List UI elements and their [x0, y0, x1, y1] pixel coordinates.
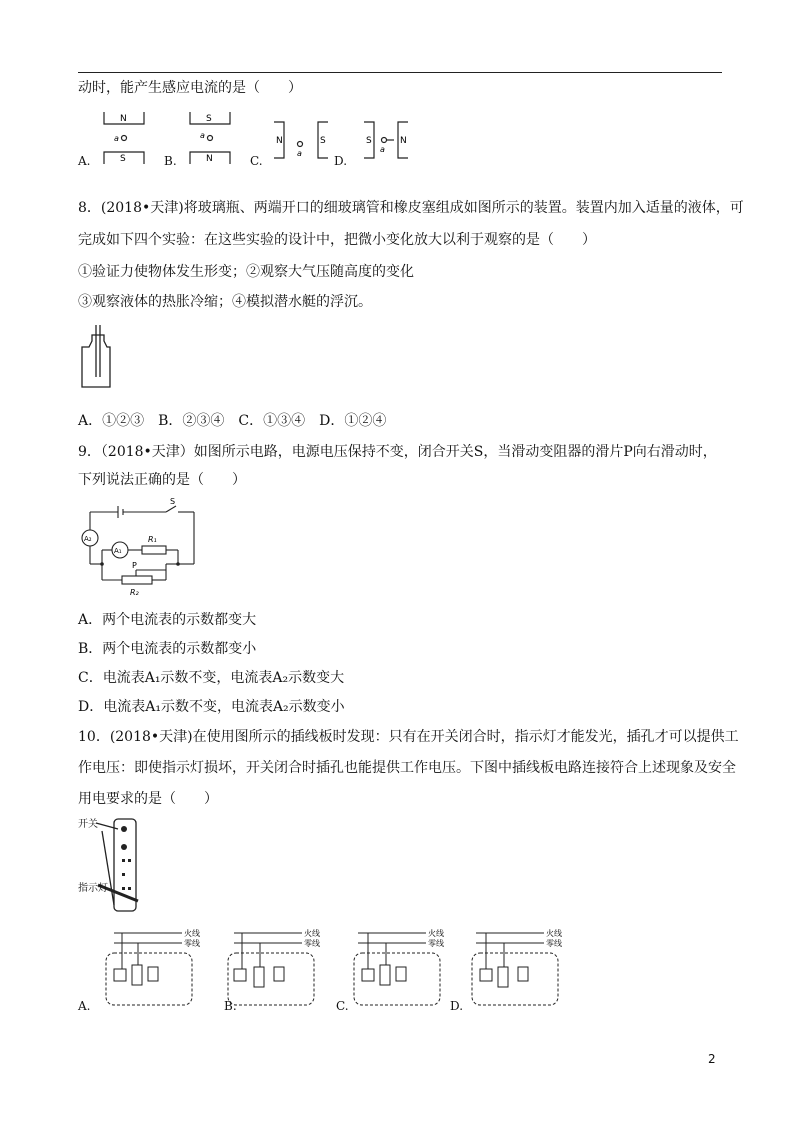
q7-c-wire: a [297, 149, 302, 158]
q8-item-line2: ③观察液体的热胀冷缩；④模拟潜水艇的浮沉。 [78, 294, 372, 310]
q9-stem-line1: 9．（2018•天津）如图所示电路，电源电压保持不变，闭合开关S，当滑动变阻器的滑片P向右滑动时， [78, 444, 717, 460]
q10-stem-line3: 用电要求的是（ ） [78, 791, 218, 807]
q7-a-bottom-pole: S [120, 154, 126, 164]
q9-option-c: C．电流表A₁示数不变，电流表A₂示数变大 [78, 670, 345, 686]
q7-stem-tail: 动时，能产生感应电流的是（ ） [78, 80, 302, 96]
q10-b-neutral: 零线 [304, 939, 320, 948]
q9-slider-label: P [132, 561, 137, 570]
q9-option-d: D．电流表A₁示数不变，电流表A₂示数变小 [78, 699, 345, 715]
q10-option-b: B. [224, 999, 237, 1013]
q9-option-b: B．两个电流表的示数都变小 [78, 641, 257, 657]
q10-switch-label: 开关 [78, 819, 98, 830]
q10-d-live: 火线 [546, 929, 562, 938]
q7-d-wire: a [380, 145, 385, 154]
q9-r2-label: R₂ [130, 588, 139, 597]
q7-d-right-pole: N [400, 136, 407, 146]
q10-a-live: 火线 [184, 929, 200, 938]
q8-stem-line2: 完成如下四个实验：在这些实验的设计中，把微小变化放大以利于观察的是（ ） [78, 232, 596, 248]
q7-a-wire: a [114, 134, 119, 143]
q7-c-right-pole: S [320, 136, 326, 146]
q7-c-left-pole: N [276, 136, 283, 146]
q10-wiring-options [78, 925, 562, 1017]
q10-b-live: 火线 [304, 929, 320, 938]
q7-option-a: A. [78, 154, 91, 168]
q9-ammeter-a2: A₂ [84, 535, 92, 543]
q10-c-neutral: 零线 [428, 939, 444, 948]
q7-figure [78, 108, 438, 170]
q10-option-c: C. [336, 999, 349, 1013]
q10-lamp-label: 指示灯 [78, 883, 108, 894]
q8-item-line1: ①验证力使物体发生形变；②观察大气压随高度的变化 [78, 264, 414, 280]
q10-stem-line1: 10．(2018•天津)在使用图所示的插线板时发现：只有在开关闭合时，指示灯才能发光，插孔才可以提供工 [78, 729, 739, 745]
q8-stem-line1: 8．(2018•天津)将玻璃瓶、两端开口的细玻璃管和橡皮塞组成如图所示的装置。装置内加入适量的液体，可 [78, 200, 744, 216]
q10-a-neutral: 零线 [184, 939, 200, 948]
q7-b-wire: a [200, 131, 205, 140]
q10-option-a: A. [78, 999, 91, 1013]
q8-answer-options: A．①②③ B．②③④ C．①③④ D．①②④ [78, 413, 387, 429]
q7-a-top-pole: N [120, 114, 127, 124]
q9-r1-label: R₁ [148, 535, 157, 544]
q7-option-c: C. [250, 154, 263, 168]
q8-bottle-figure [78, 325, 118, 391]
q9-switch-label: S [170, 497, 176, 506]
q9-ammeter-a1: A₁ [114, 547, 122, 555]
q9-stem-line2: 下列说法正确的是（ ） [78, 472, 246, 488]
q7-b-bottom-pole: N [206, 154, 213, 164]
q10-stem-line2: 作电压：即使指示灯损坏，开关闭合时插孔也能提供工作电压。下图中插线板电路连接符合上述现象及安全 [78, 760, 736, 776]
q9-circuit-figure [78, 494, 202, 598]
q7-option-d: D. [334, 154, 348, 168]
q10-power-strip-figure [78, 815, 158, 915]
q7-d-left-pole: S [366, 136, 372, 146]
q10-option-d: D. [450, 999, 464, 1013]
page-number: 2 [708, 1052, 716, 1066]
q10-c-live: 火线 [428, 929, 444, 938]
header-rule [78, 72, 722, 73]
q7-option-b: B. [164, 154, 177, 168]
q7-b-top-pole: S [206, 114, 212, 124]
q10-d-neutral: 零线 [546, 939, 562, 948]
q9-option-a: A．两个电流表的示数都变大 [78, 612, 257, 628]
